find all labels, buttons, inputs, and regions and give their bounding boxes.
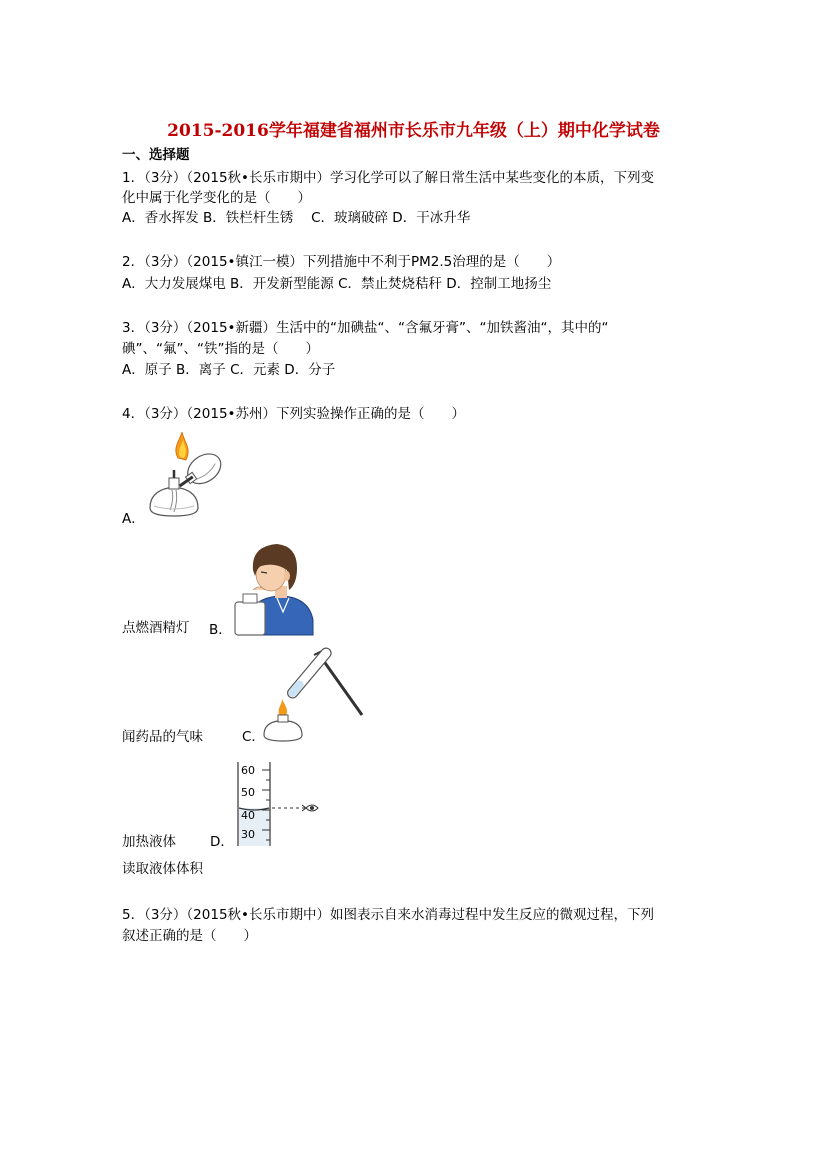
q3-options: A．原子 B．离子 C．元素 D．分子 <box>122 362 336 378</box>
q4-option-c: C． <box>242 729 265 745</box>
q4-option-b: B． <box>209 622 232 638</box>
figure-c-heating-liquid <box>260 645 365 745</box>
figure-a-alcohol-lamp <box>144 430 234 525</box>
section-heading: 一、选择题 <box>122 147 190 163</box>
cylinder-tick-30: 30 <box>241 828 255 841</box>
q3-stem-line1: 3．（3分）（2015•新疆）生活中的“加碘盐“、“含氟牙膏”、“加铁酱油“，其中的“ <box>122 320 609 336</box>
q2-options: A．大力发展煤电 B．开发新型能源 C．禁止焚烧秸秆 D．控制工地扬尘 <box>122 276 552 292</box>
q4-option-a: A． <box>122 511 145 527</box>
q4-stem: 4．（3分）（2015•苏州）下列实验操作正确的是（ ） <box>122 406 465 422</box>
q4-caption-d: 读取液体体积 <box>122 861 203 877</box>
q4-caption-c: 加热液体 <box>122 834 176 850</box>
q4-caption-a: 点燃酒精灯 <box>122 620 190 636</box>
figure-b-smelling <box>231 540 316 635</box>
q5-stem-line2: 叙述正确的是（ ） <box>122 928 257 944</box>
q3-stem-line2: 碘”、“氟”、“铁”指的是（ ） <box>122 341 319 357</box>
q5-stem-line1: 5．（3分）（2015秋•长乐市期中）如图表示自来水消毒过程中发生反应的微观过程，下列 <box>122 907 654 923</box>
cylinder-tick-60: 60 <box>241 764 255 777</box>
q1-options: A．香水挥发 B．铁栏杆生锈 C．玻璃破碎 D．干冰升华 <box>122 210 471 226</box>
cylinder-tick-50: 50 <box>241 786 255 799</box>
figure-d-graduated-cylinder <box>232 760 322 848</box>
cylinder-tick-40: 40 <box>241 809 255 822</box>
q4-option-d: D． <box>210 834 234 850</box>
q1-stem-line1: 1．（3分）（2015秋•长乐市期中）学习化学可以了解日常生活中某些变化的本质，下列变 <box>122 170 654 186</box>
q4-caption-b: 闻药品的气味 <box>122 729 203 745</box>
q1-stem-line2: 化中属于化学变化的是（ ） <box>122 190 311 206</box>
page-title: 2015-2016学年福建省福州市长乐市九年级（上）期中化学试卷 <box>167 121 660 141</box>
q2-stem: 2．（3分）（2015•镇江一模）下列措施中不利于PM2.5治理的是（ ） <box>122 254 561 270</box>
